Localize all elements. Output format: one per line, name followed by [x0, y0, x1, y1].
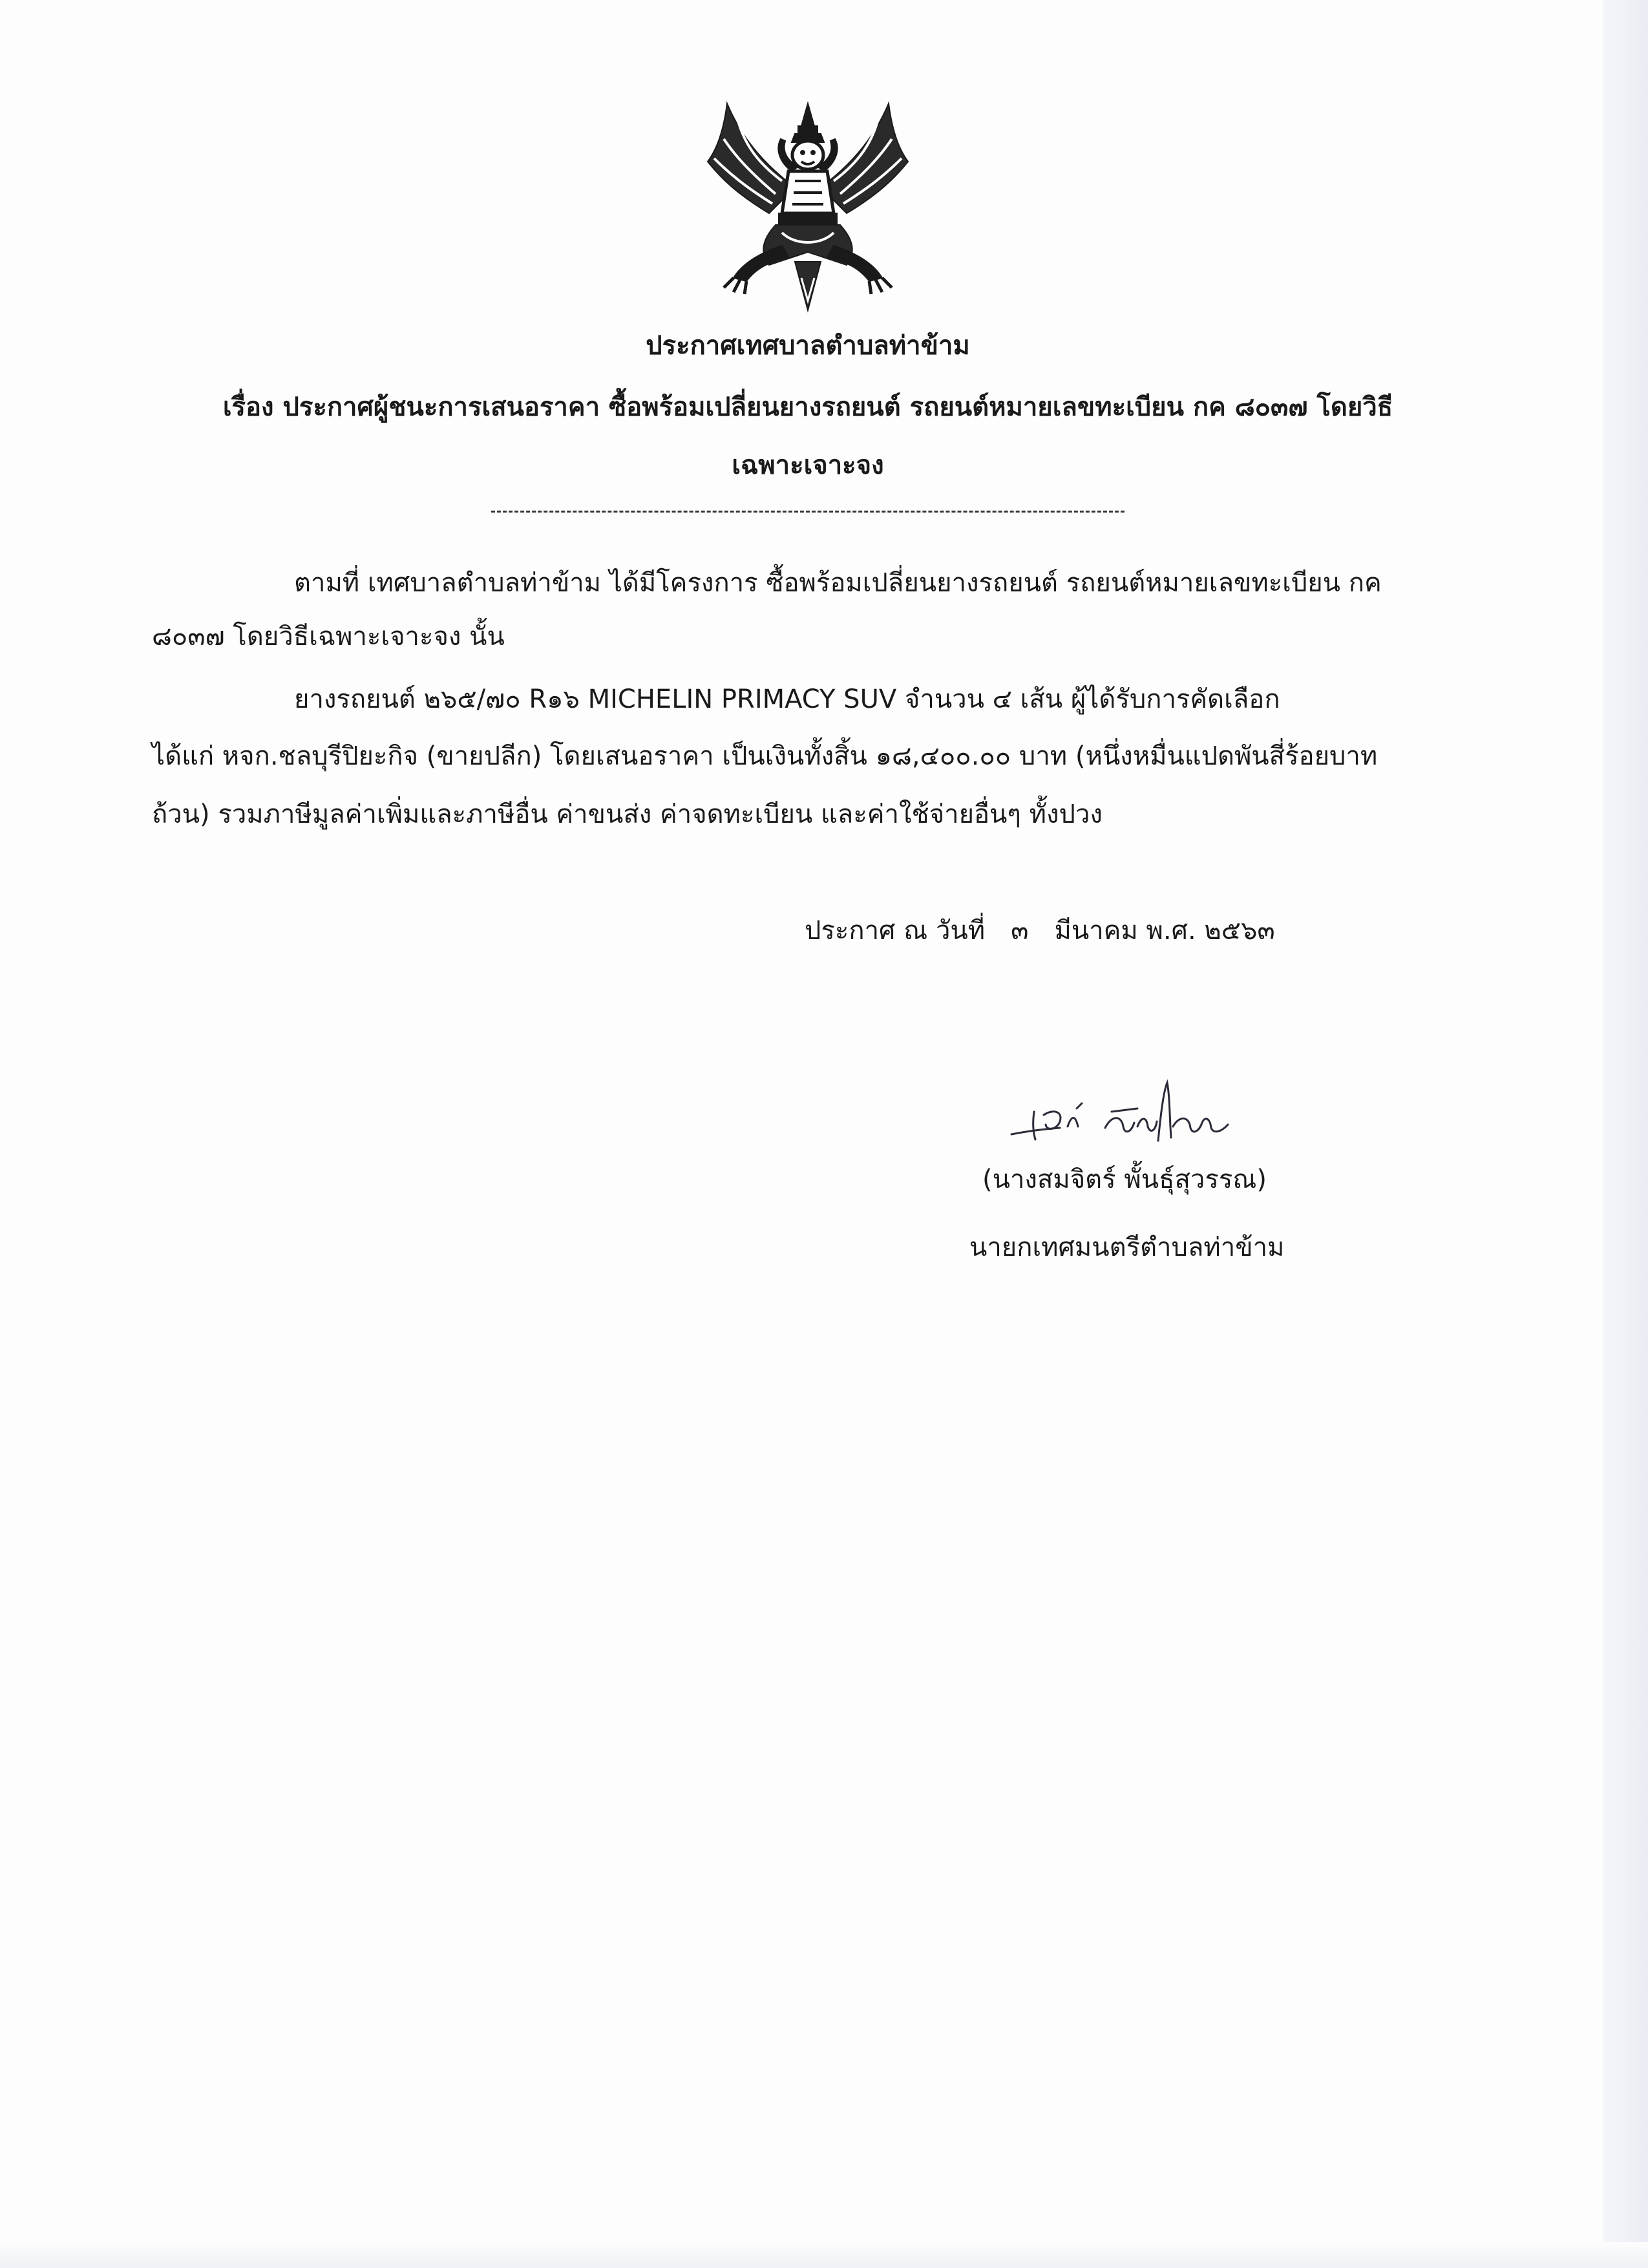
announcement-date [805, 911, 1275, 950]
paragraph-2-line-2: ได้แก่ หจก.ชลบุรีปิยะกิจ (ขายปลีก) โดยเสนอราคา เป็นเงินทั้งสิ้น ๑๘,๔๐๐.๐๐ บาท (หนึ่งหมื่นแปดพันสี่ร้อยบาท [152, 741, 1378, 771]
signer-name: (นางสมจิตร์ พั้นธุ์สุวรรณ) [982, 1165, 1267, 1194]
date-day: ๓ [1011, 916, 1029, 946]
paragraph-2-line-1: ยางรถยนต์ ๒๖๕/๗๐ R๑๖ MICHELIN PRIMACY SUV จำนวน ๔ เส้น ผู้ได้รับการคัดเลือก [294, 684, 1280, 714]
paragraph-1-line-1: ตามที่ เทศบาลตำบลท่าข้าม ได้มีโครงการ ซื้อพร้อมเปลี่ยนยางรถยนต์ รถยนต์หมายเลขทะเบียน กค [294, 568, 1382, 598]
handwritten-signature [1008, 1076, 1254, 1160]
page-title: ประกาศเทศบาลตำบลท่าข้าม [646, 331, 970, 361]
paragraph-1-line-2: ๘๐๓๗ โดยวิธีเฉพาะเจาะจง นั้น [152, 622, 505, 652]
date-prefix: ประกาศ ณ วันที่ [805, 916, 986, 946]
signer-position: นายกเทศมนตรีตำบลท่าข้าม [969, 1233, 1285, 1262]
subject-line-1: เรื่อง ประกาศผู้ชนะการเสนอราคา ซื้อพร้อมเปลี่ยนยางรถยนต์ รถยนต์หมายเลขทะเบียน กค ๘๐๓๗ โดยวิธี [222, 392, 1393, 422]
scan-edge-bottom [0, 2242, 1648, 2268]
paragraph-2-line-3: ถ้วน) รวมภาษีมูลค่าเพิ่มและภาษีอื่น ค่าขนส่ง ค่าจดทะเบียน และค่าใช้จ่ายอื่นๆ ทั้งปวง [152, 800, 1103, 829]
separator-rule [491, 511, 1125, 513]
date-month-year: มีนาคม พ.ศ. ๒๕๖๓ [1054, 916, 1275, 946]
scan-edge-right [1603, 0, 1648, 2268]
subject-line-2: เฉพาะเจาะจง [732, 450, 884, 480]
garuda-emblem-icon [698, 90, 918, 323]
